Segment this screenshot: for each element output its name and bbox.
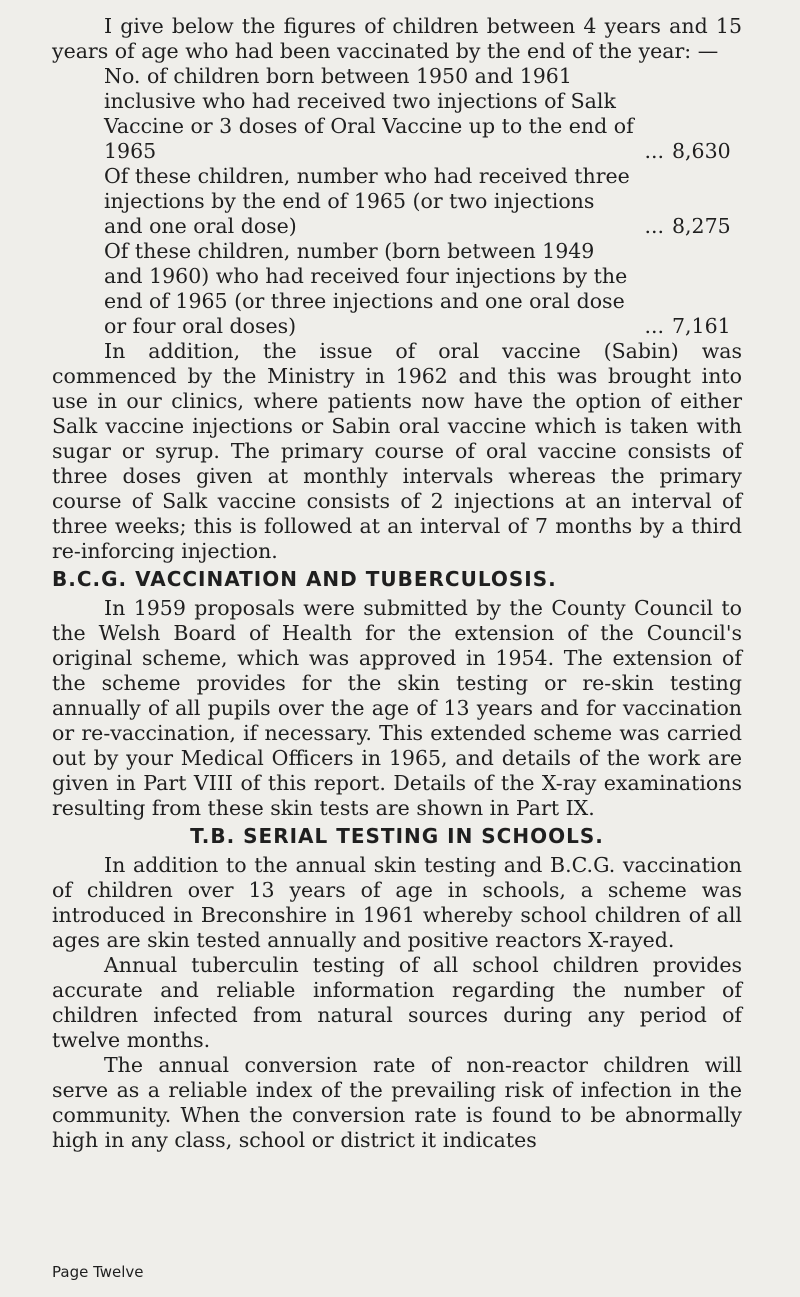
section-heading-tb-testing: T.B. SERIAL TESTING IN SCHOOLS. <box>190 824 604 848</box>
stat-description: No. of children born between 1950 and 1961 inclusive who had received two injections of Salk Vaccine or 3 doses of Oral Vaccine up to the end of 1965 <box>104 64 634 163</box>
tb-paragraph-2: Annual tuberculin testing of all school children provides accurate and reliable information regarding the number of children infected from natural sources during any period of twelve months. <box>52 953 742 1052</box>
page-number-footer: Page Twelve <box>52 1263 144 1281</box>
stat-row <box>104 239 742 339</box>
stat-value: 8,275 <box>672 214 731 238</box>
stat-row <box>104 64 742 164</box>
stat-description: Of these children, number (born between 1949 and 1960) who had received four injections by the end of 1965 (or three injections and one oral dose or four oral doses) <box>104 239 628 338</box>
page-body <box>52 14 742 1153</box>
bcg-paragraph: In 1959 proposals were submitted by the County Council to the Welsh Board of Health for the extension of the Council's original scheme, which was approved in 1954. The extension of the scheme provides for the skin testing or re-skin testing annually of all pupils over the age of 13 years and for vaccination or re-vaccination, if necessary. This extended scheme was carried out by your Medical Officers in 1965, and details of the work are given in Part VIII of this report. Details of the X-ray examinations resulting from these skin tests are shown in Part IX. <box>52 596 742 820</box>
section-heading-bcg: B.C.G. VACCINATION AND TUBERCULOSIS. <box>52 567 557 591</box>
oral-vaccine-paragraph: In addition, the issue of oral vaccine (Sabin) was commenced by the Ministry in 1962 and this was brought into use in our clinics, where patients now have the option of either Salk vaccine injections or Sabin oral vaccine which is taken with sugar or syrup. The primary course of oral vaccine consists of three doses given at monthly intervals whereas the primary course of Salk vaccine consists of 2 injections at an interval of three weeks; this is followed at an interval of 7 months by a third re-inforcing injection. <box>52 339 742 563</box>
intro-paragraph: I give below the figures of children between 4 years and 15 years of age who had been vaccinated by the end of the year: — <box>52 14 742 63</box>
stat-leader: ... <box>644 314 664 338</box>
stat-description: Of these children, number who had received three injections by the end of 1965 (or two injections and one oral dose) <box>104 164 630 238</box>
tb-paragraph-1: In addition to the annual skin testing and B.C.G. vaccination of children over 13 years of age in schools, a scheme was introduced in Breconshire in 1961 whereby school children of all ages are skin tested annually and positive reactors X-rayed. <box>52 853 742 952</box>
stat-leader: ... <box>644 139 664 163</box>
tb-paragraph-3: The annual conversion rate of non-reactor children will serve as a reliable index of the prevailing risk of infection in the community. When the conversion rate is found to be abnormally high in any class, school or district it indicates <box>52 1053 742 1152</box>
stat-value: 7,161 <box>672 314 731 338</box>
stat-leader: ... <box>644 214 664 238</box>
stat-value: 8,630 <box>672 139 731 163</box>
stat-row <box>104 164 742 239</box>
